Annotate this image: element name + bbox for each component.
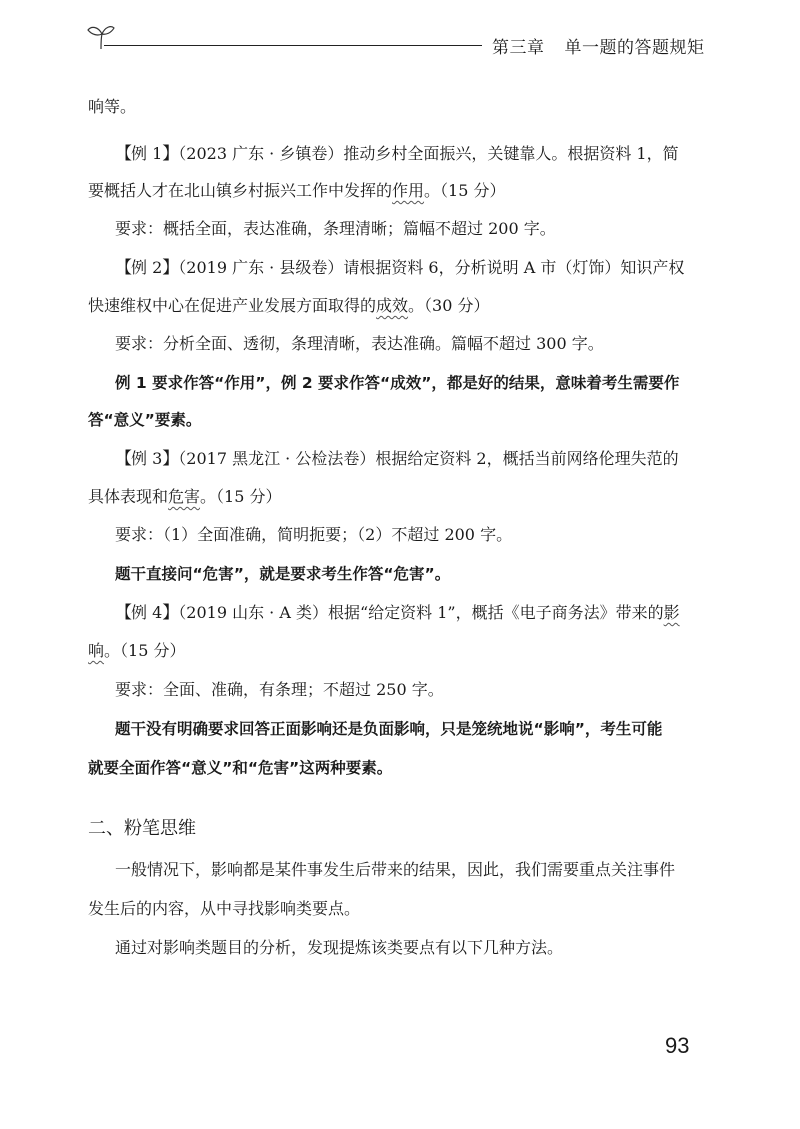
example-2-requirement: 要求：分析全面、透彻，条理清晰，表达准确。篇幅不超过 300 字。 <box>115 334 604 353</box>
example-4-keyword-end: 响 <box>88 641 105 660</box>
label-bracket: 【 <box>115 258 131 278</box>
example-2-label: 例 2 <box>131 258 163 277</box>
example-3-text: 具体表现和 <box>88 487 169 506</box>
example-3-score: 。（15 分） <box>200 487 282 506</box>
paragraph-2: 通过对影响类题目的分析，发现提炼该类要点有以下几种方法。 <box>115 938 564 957</box>
example-2-keyword: 成效 <box>376 296 409 315</box>
example-2-score: 。（30 分） <box>408 296 490 315</box>
label-bracket: 【 <box>115 603 131 623</box>
label-bracket: 【 <box>115 144 131 164</box>
example-3-keyword: 危害 <box>168 487 201 506</box>
label-bracket: 】 <box>162 603 179 623</box>
note-3-line-1: 题干没有明确要求回答正面影响还是负面影响，只是笼统地说“影响”，考生可能 <box>115 720 663 738</box>
example-4-line-1 <box>115 602 680 624</box>
chapter-label: 第三章 <box>492 38 545 58</box>
label-bracket: 】 <box>162 258 179 278</box>
example-1-keyword: 作用 <box>392 181 425 200</box>
example-4-label: 例 4 <box>131 603 163 622</box>
example-1-text: （2023 广东 · 乡镇卷）推动乡村全面振兴，关键靠人。根据资料 1，简 <box>178 144 679 163</box>
example-1-line-1 <box>115 143 679 165</box>
example-3-requirement: 要求：（1）全面准确，简明扼要；（2）不超过 200 字。 <box>115 525 513 544</box>
section-heading: 二、粉笔思维 <box>88 818 196 839</box>
example-4-keyword-start: 影 <box>663 603 680 622</box>
label-bracket: 】 <box>162 144 179 164</box>
example-2-line-2 <box>88 295 489 317</box>
example-2-line-1 <box>115 257 684 279</box>
example-1-score: 。（15 分） <box>424 181 506 200</box>
example-4-text: （2019 山东 · A 类）根据“给定资料 1”，概括《电子商务法》带来的 <box>178 603 664 622</box>
label-bracket: 】 <box>162 449 179 469</box>
note-3-line-2: 就要全面作答“意义”和“危害”这两种要素。 <box>88 759 393 777</box>
example-3-line-1 <box>115 448 679 470</box>
chapter-title: 单一题的答题规矩 <box>564 38 705 58</box>
note-1-line-1: 例 1 要求作答“作用”，例 2 要求作答“成效”，都是好的结果，意味着考生需要作 <box>115 374 680 392</box>
example-3-text: （2017 黑龙江 · 公检法卷）根据给定资料 2，概括当前网络伦理失范的 <box>178 449 679 468</box>
paragraph-1-line-1: 一般情况下，影响都是某件事发生后带来的结果，因此，我们需要重点关注事件 <box>115 860 676 879</box>
example-2-text: 快速维权中心在促进产业发展方面取得的 <box>88 296 377 315</box>
example-1-line-2 <box>88 180 505 202</box>
header-rule <box>104 45 482 46</box>
note-1-line-2: 答“意义”要素。 <box>88 411 202 429</box>
running-header <box>492 33 705 58</box>
example-1-requirement: 要求：概括全面，表达准确，条理清晰；篇幅不超过 200 字。 <box>115 219 556 238</box>
example-4-line-2 <box>88 640 185 662</box>
body-line: 响等。 <box>88 97 137 116</box>
paragraph-1-line-2: 发生后的内容，从中寻找影响类要点。 <box>88 899 361 918</box>
example-4-score: 。（15 分） <box>104 641 186 660</box>
example-3-label: 例 3 <box>131 449 163 468</box>
example-4-requirement: 要求：全面、准确，有条理；不超过 250 字。 <box>115 680 444 699</box>
note-2: 题干直接问“危害”，就是要求考生作答“危害”。 <box>115 565 451 583</box>
page-number: 93 <box>665 1033 690 1058</box>
example-2-text: （2019 广东 · 县级卷）请根据资料 6，分析说明 A 市（灯饰）知识产权 <box>178 258 685 277</box>
label-bracket: 【 <box>115 449 131 469</box>
example-1-text: 要概括人才在北山镇乡村振兴工作中发挥的 <box>88 181 393 200</box>
example-3-line-2 <box>88 486 281 508</box>
example-1-label: 例 1 <box>131 144 163 163</box>
